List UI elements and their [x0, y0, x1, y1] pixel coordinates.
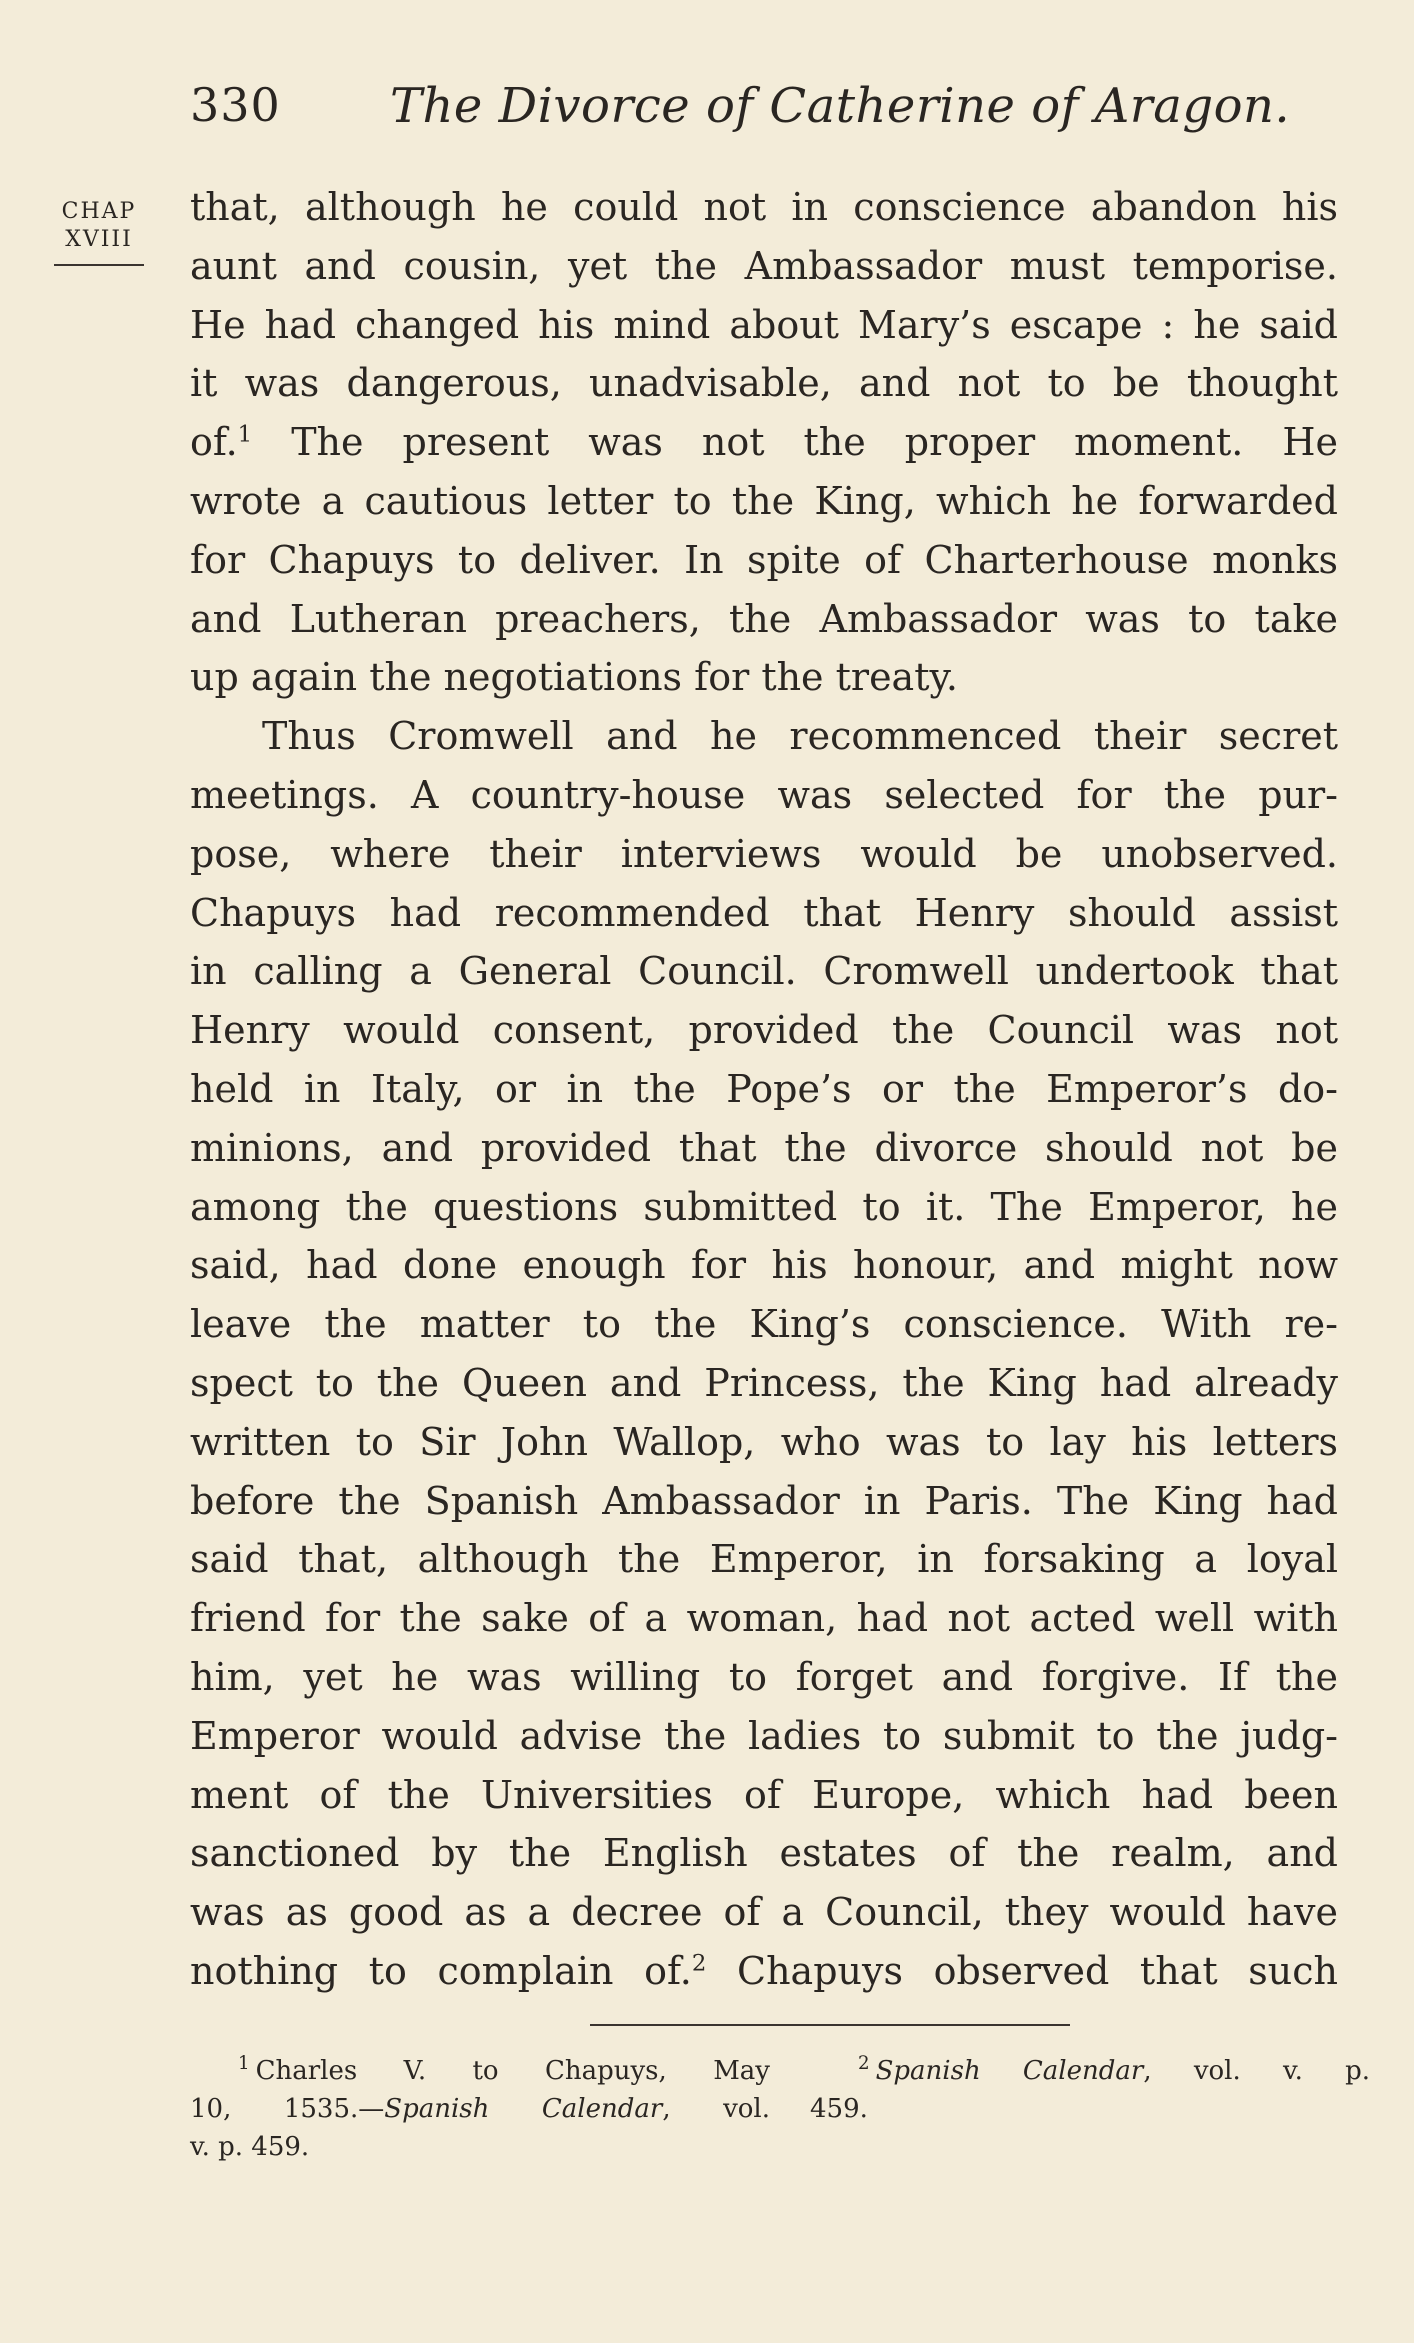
text-line: sanctioned by the English estates of the realm, and — [190, 1831, 1338, 1876]
text-line: written to Sir John Wallop, who was to lay his letters — [190, 1419, 1338, 1464]
text-line: aunt and cousin, yet the Ambassador must temporise. — [190, 243, 1338, 288]
text-line: held in Italy, or in the Pope’s or the Emperor’s do- — [190, 1066, 1338, 1111]
body-text — [190, 178, 1338, 2001]
text-line: it was dangerous, unadvisable, and not to be thought — [190, 361, 1338, 406]
text-line: was as good as a decree of a Council, they would have — [190, 1890, 1338, 1935]
margin-note-number: XVIII — [65, 227, 133, 252]
footnote-line: v. p. 459. — [190, 2132, 310, 2162]
text-line: friend for the sake of a woman, had not acted well with — [190, 1596, 1338, 1641]
text-line: before the Spanish Ambassador in Paris. The King had — [190, 1478, 1338, 1523]
margin-note-rule — [54, 264, 144, 266]
footnote-text: , vol. v. p. — [1143, 2056, 1370, 2086]
text-segment: nothing to complain of. — [190, 1948, 692, 1993]
text-line: wrote a cautious letter to the King, which he forwarded — [190, 478, 1338, 523]
running-title: The Divorce of Catherine of Aragon. — [390, 78, 1291, 134]
text-line: in calling a General Council. Cromwell undertook that — [190, 949, 1338, 994]
footnote-line — [190, 2052, 770, 2090]
text-line: said, had done enough for his honour, and might now — [190, 1243, 1338, 1288]
footnote-rule — [590, 2024, 1070, 2026]
page-number: 330 — [190, 78, 281, 132]
footnote-line — [190, 2090, 770, 2128]
text-line: Thus Cromwell and he recommenced their secret — [262, 714, 1338, 759]
footnote-text: 10, 1535.— — [190, 2094, 385, 2124]
text-line: pose, where their interviews would be unobserved. — [190, 831, 1338, 876]
text-line — [190, 1942, 1338, 2001]
text-line: Emperor would advise the ladies to submit to the judg- — [190, 1713, 1338, 1758]
footnote-2 — [810, 2052, 1370, 2128]
footnote-work-title: Spanish Calendar — [384, 2094, 663, 2124]
text-line: and Lutheran preachers, the Ambassador was to take — [190, 596, 1338, 641]
text-segment: of. — [190, 420, 238, 465]
footnote-1 — [190, 2052, 770, 2166]
footnote-ref-1: 1 — [237, 421, 253, 448]
text-line: ment of the Universities of Europe, which had been — [190, 1772, 1338, 1817]
footnote-work-title: Spanish Calendar — [875, 2056, 1144, 2086]
text-line: Chapuys had recommended that Henry should assist — [190, 890, 1338, 935]
footnote-text: Charles V. to Chapuys, May — [255, 2056, 770, 2086]
text-line: among the questions submitted to it. The Emperor, he — [190, 1184, 1338, 1229]
footnote-mark: 1 — [238, 2053, 250, 2075]
text-line: Henry would consent, provided the Council was not — [190, 1008, 1338, 1053]
text-line: leave the matter to the King’s conscience. With re- — [190, 1302, 1338, 1347]
footnote-ref-2: 2 — [691, 1950, 707, 1977]
text-line: said that, although the Emperor, in forsaking a loyal — [190, 1537, 1338, 1582]
text-line: him, yet he was willing to forget and forgive. If the — [190, 1654, 1338, 1699]
text-line: that, although he could not in conscience abandon his — [190, 185, 1338, 229]
text-line: for Chapuys to deliver. In spite of Charterhouse monks — [190, 537, 1338, 582]
text-segment: The present was not the proper moment. He — [291, 420, 1338, 465]
footnote-text: , vol. — [662, 2094, 770, 2124]
footnote-mark: 2 — [858, 2053, 870, 2075]
chapter-margin-note — [44, 198, 154, 266]
text-line: meetings. A country-house was selected for the pur- — [190, 772, 1338, 817]
text-line: up again the negotiations for the treaty. — [190, 655, 958, 700]
text-segment: Chapuys observed that such — [737, 1948, 1338, 1993]
footnote-line: 459. — [810, 2094, 868, 2124]
footnote-line — [810, 2052, 1370, 2090]
text-line: minions, and provided that the divorce should not be — [190, 1125, 1338, 1170]
text-line: He had changed his mind about Mary’s escape : he said — [190, 302, 1338, 347]
running-head — [180, 78, 1340, 138]
text-line: spect to the Queen and Princess, the King had already — [190, 1360, 1338, 1405]
margin-note-chap: CHAP — [61, 199, 137, 224]
text-line — [190, 413, 1338, 472]
